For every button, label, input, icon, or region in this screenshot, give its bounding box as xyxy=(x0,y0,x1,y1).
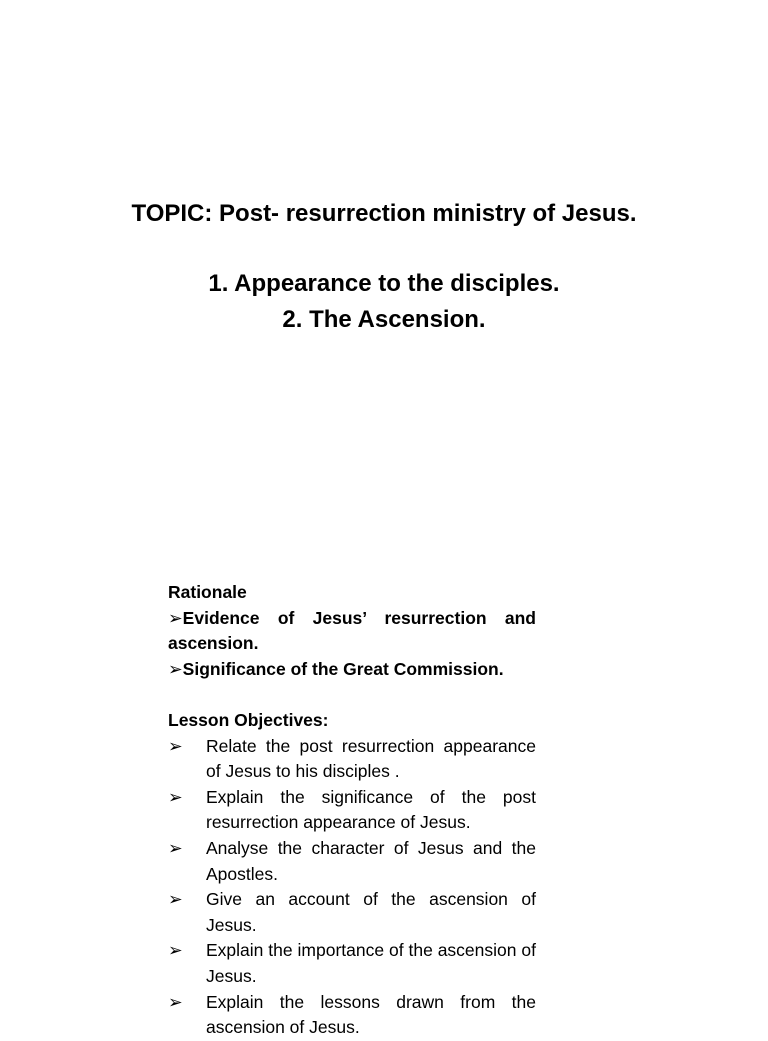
objective-text: Analyse the character of Jesus and the Apostles. xyxy=(206,837,536,884)
rationale-heading: Rationale xyxy=(168,582,247,602)
objective-item xyxy=(168,734,536,785)
subtopic-2: 2. The Ascension. xyxy=(282,306,486,333)
objective-item xyxy=(168,990,536,1041)
objective-text: Relate the post resurrection appearance of Jesus to his disciples . xyxy=(206,735,536,782)
arrow-bullet-icon: ➢ xyxy=(168,786,183,807)
rationale-item xyxy=(168,606,536,657)
arrow-bullet-icon: ➢ xyxy=(168,658,183,679)
title-block xyxy=(0,196,768,338)
arrow-bullet-icon: ➢ xyxy=(168,991,183,1012)
rationale-item-text: Evidence of Jesus’ resurrection and ascension. xyxy=(168,607,536,654)
arrow-bullet-icon: ➢ xyxy=(168,607,183,628)
arrow-bullet-icon: ➢ xyxy=(168,940,183,961)
objective-text: Explain the lessons drawn from the ascension of Jesus. xyxy=(206,991,536,1038)
objective-text: Explain the significance of the post resurrection appearance of Jesus. xyxy=(206,786,536,833)
rationale-item-text: Significance of the Great Commission. xyxy=(182,658,504,679)
section-gap xyxy=(168,682,536,708)
objective-text: Give an account of the ascension of Jesus. xyxy=(206,889,536,935)
arrow-bullet-icon: ➢ xyxy=(168,889,183,910)
subtopic-1: 1. Appearance to the disciples. xyxy=(208,270,560,297)
objectives-heading: Lesson Objectives: xyxy=(168,709,329,730)
objective-item xyxy=(168,938,536,989)
title-spacer xyxy=(0,232,768,266)
arrow-bullet-icon: ➢ xyxy=(168,735,183,756)
lesson-notes xyxy=(168,580,536,1041)
objective-item xyxy=(168,785,536,836)
objective-item xyxy=(168,887,536,938)
topic-title: TOPIC: Post- resurrection ministry of Jesus. xyxy=(131,200,637,227)
objective-text: Explain the importance of the ascension of Jesus. xyxy=(206,940,536,986)
rationale-item xyxy=(168,657,536,683)
objective-item xyxy=(168,836,536,887)
objectives-list xyxy=(168,734,536,1041)
arrow-bullet-icon: ➢ xyxy=(168,837,183,858)
